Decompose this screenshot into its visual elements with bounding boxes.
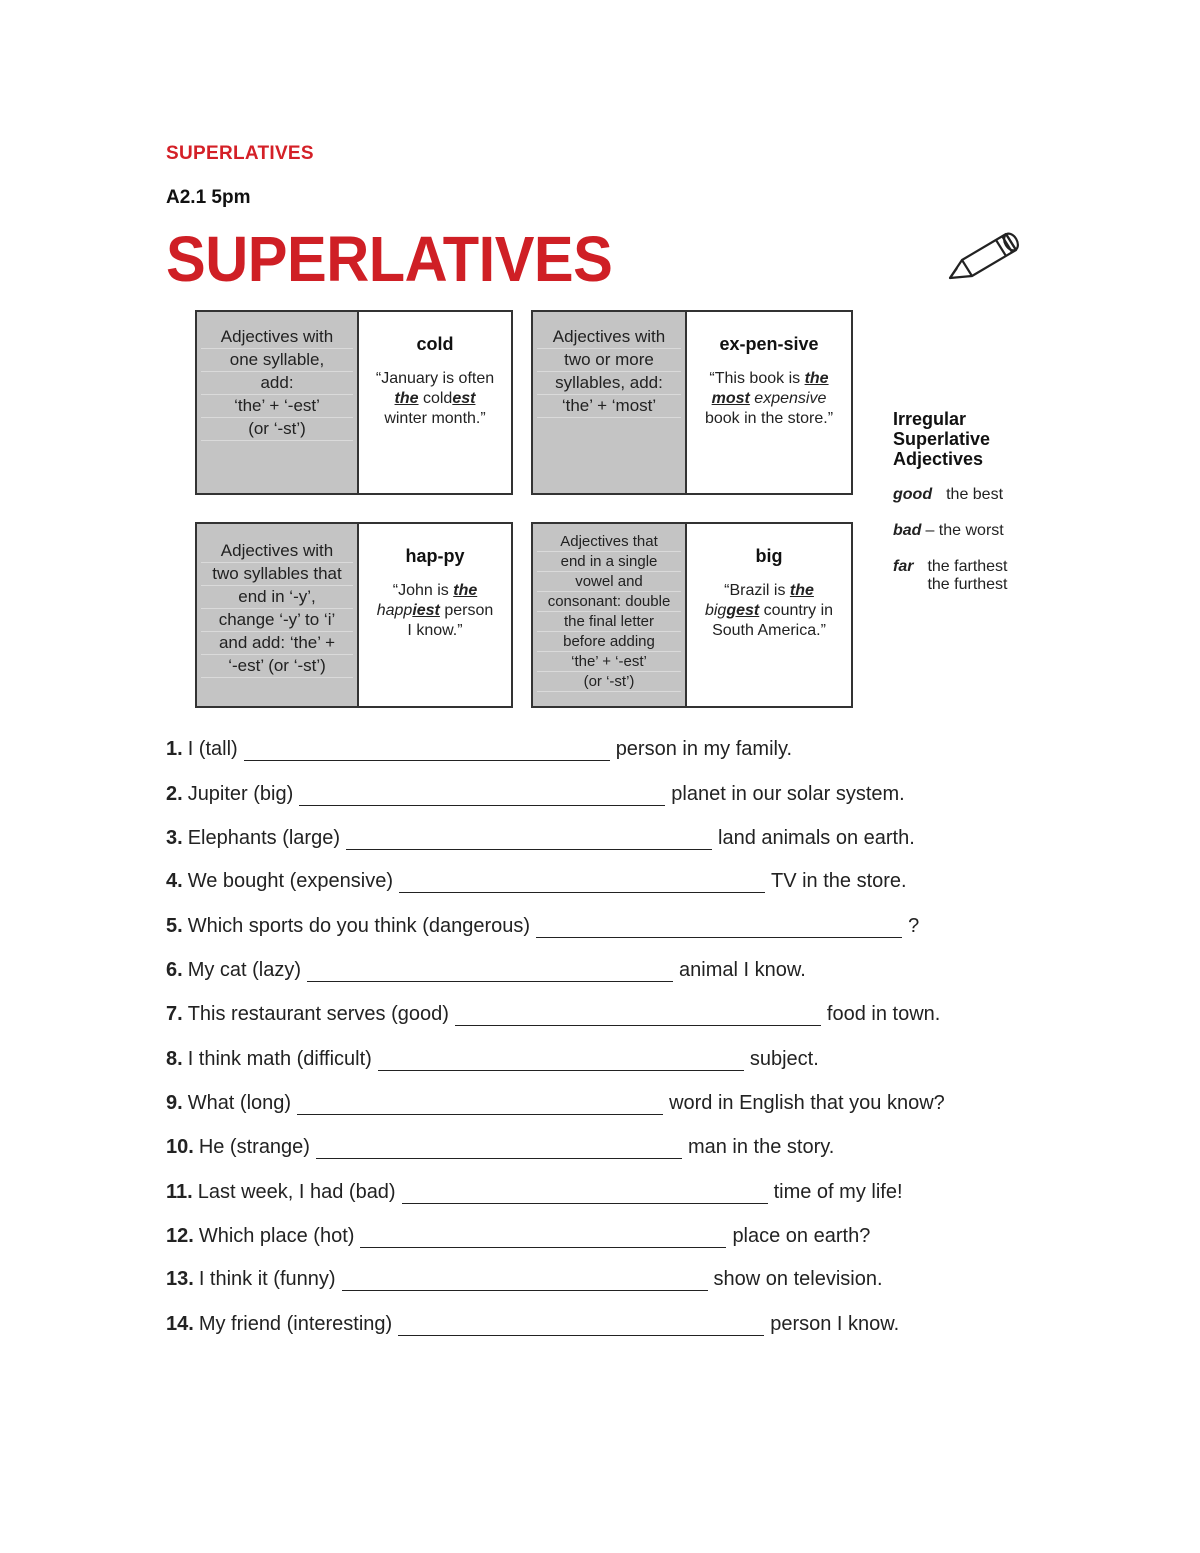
rule-line: one syllable, — [201, 349, 353, 372]
exercise-item: 12. Which place (hot) place on earth? — [166, 1225, 871, 1247]
exercise-item: 3. Elephants (large) land animals on earth. — [166, 827, 915, 849]
rule-example-panel — [687, 312, 851, 493]
example-sentence — [359, 369, 511, 429]
answer-blank[interactable] — [316, 1142, 682, 1159]
rule-line: change ‘-y’ to ‘i’ — [201, 609, 353, 632]
exercise-item: 7. This restaurant serves (good) food in town. — [166, 1003, 941, 1025]
exercise-item: 9. What (long) word in English that you know? — [166, 1092, 945, 1114]
exercise-item: 11. Last week, I had (bad) time of my life! — [166, 1181, 903, 1203]
rule-line: consonant: double — [537, 592, 681, 612]
irregular-title-line: Adjectives — [893, 449, 984, 469]
rule-description — [197, 524, 359, 706]
irregular-forms: – the worst — [925, 522, 1004, 539]
example-line: the coldest — [394, 390, 476, 407]
example-line: book in the store.” — [704, 410, 834, 427]
rule-line: ‘the’ + ‘-est’ — [201, 395, 353, 418]
document-label: SUPERLATIVES — [166, 143, 314, 164]
rule-line: ‘-est’ (or ‘-st’) — [201, 655, 353, 678]
exercise-item: 10. He (strange) man in the story. — [166, 1136, 835, 1158]
answer-blank[interactable] — [399, 876, 765, 893]
example-line: most expensive — [711, 390, 827, 407]
rule-line: ‘the’ + ‘-est’ — [537, 652, 681, 672]
example-word: hap-py — [405, 546, 465, 566]
irregular-word: bad — [893, 522, 922, 539]
irregular-forms-alt: the furthest — [927, 576, 1008, 593]
example-word: cold — [416, 334, 454, 354]
rule-line: Adjectives with — [201, 326, 353, 349]
rule-line: two syllables that — [201, 563, 353, 586]
answer-blank[interactable] — [536, 921, 902, 938]
irregular-title-line: Superlative — [893, 429, 991, 449]
rule-example-panel — [359, 312, 511, 493]
exercise-item: 1. I (tall) person in my family. — [166, 738, 793, 760]
example-line: “John is the — [392, 582, 478, 599]
answer-blank[interactable] — [346, 833, 712, 850]
example-line: “January is often — [375, 370, 495, 387]
rule-line: Adjectives with — [201, 540, 353, 563]
rule-line: (or ‘-st’) — [201, 418, 353, 441]
irregular-word: good — [893, 486, 933, 503]
rule-line: Adjectives that — [537, 532, 681, 552]
irregular-forms: the best — [946, 486, 1004, 503]
example-line: “This book is the — [709, 370, 829, 387]
exercise-item: 5. Which sports do you think (dangerous) ? — [166, 915, 920, 937]
example-sentence — [359, 581, 511, 641]
example-line: biggest country in — [704, 602, 834, 619]
irregular-item-far — [893, 558, 1008, 594]
irregular-forms: the farthest — [927, 558, 1008, 575]
example-sentence — [687, 369, 851, 429]
example-word: big — [755, 546, 783, 566]
exercise-item: 14. My friend (interesting) person I know. — [166, 1313, 900, 1335]
answer-blank[interactable] — [378, 1054, 744, 1071]
irregular-word: far — [893, 558, 914, 575]
exercise-item: 13. I think it (funny) show on television. — [166, 1268, 883, 1290]
rule-line: two or more — [537, 349, 681, 372]
exercise-item: 4. We bought (expensive) TV in the store. — [166, 870, 907, 892]
rule-description — [533, 524, 687, 706]
example-line: winter month.” — [384, 410, 486, 427]
rule-description — [197, 312, 359, 493]
rule-box-one-syllable — [195, 310, 513, 495]
rule-line: add: — [201, 372, 353, 395]
pencil-icon — [944, 224, 1026, 286]
answer-blank[interactable] — [307, 965, 673, 982]
answer-blank[interactable] — [342, 1274, 708, 1291]
exercise-item: 2. Jupiter (big) planet in our solar system. — [166, 783, 905, 805]
class-label: A2.1 5pm — [166, 187, 251, 208]
rule-example-panel — [359, 524, 511, 706]
example-word: ex-pen-sive — [719, 334, 819, 354]
rule-line: end in a single — [537, 552, 681, 572]
page-title: SUPERLATIVES — [166, 223, 613, 295]
irregular-title — [893, 409, 990, 469]
rule-line: ‘the’ + ‘most’ — [537, 395, 681, 418]
example-line: South America.” — [712, 622, 826, 639]
example-line: happiest person — [376, 602, 494, 619]
answer-blank[interactable] — [455, 1009, 821, 1026]
example-sentence — [687, 581, 851, 641]
rule-line: (or ‘-st’) — [537, 672, 681, 692]
answer-blank[interactable] — [244, 744, 610, 761]
answer-blank[interactable] — [398, 1319, 764, 1336]
answer-blank[interactable] — [360, 1231, 726, 1248]
rule-line: and add: ‘the’ + — [201, 632, 353, 655]
rule-example-panel — [687, 524, 851, 706]
exercise-item: 8. I think math (difficult) subject. — [166, 1048, 819, 1070]
answer-blank[interactable] — [299, 789, 665, 806]
rule-box-two-syllables-most — [531, 310, 853, 495]
rule-line: syllables, add: — [537, 372, 681, 395]
rule-box-ending-y — [195, 522, 513, 708]
rule-line: end in ‘-y’, — [201, 586, 353, 609]
rule-box-double-consonant — [531, 522, 853, 708]
rule-line: vowel and — [537, 572, 681, 592]
answer-blank[interactable] — [297, 1098, 663, 1115]
exercise-item: 6. My cat (lazy) animal I know. — [166, 959, 806, 981]
irregular-title-line: Irregular — [893, 409, 967, 429]
irregular-item-bad — [893, 522, 1004, 540]
example-line: I know.” — [407, 622, 463, 639]
example-line: “Brazil is the — [724, 582, 814, 599]
rule-line: before adding — [537, 632, 681, 652]
rule-description — [533, 312, 687, 493]
answer-blank[interactable] — [402, 1187, 768, 1204]
rule-line: the final letter — [537, 612, 681, 632]
rule-line: Adjectives with — [537, 326, 681, 349]
irregular-item-good — [893, 486, 1003, 504]
